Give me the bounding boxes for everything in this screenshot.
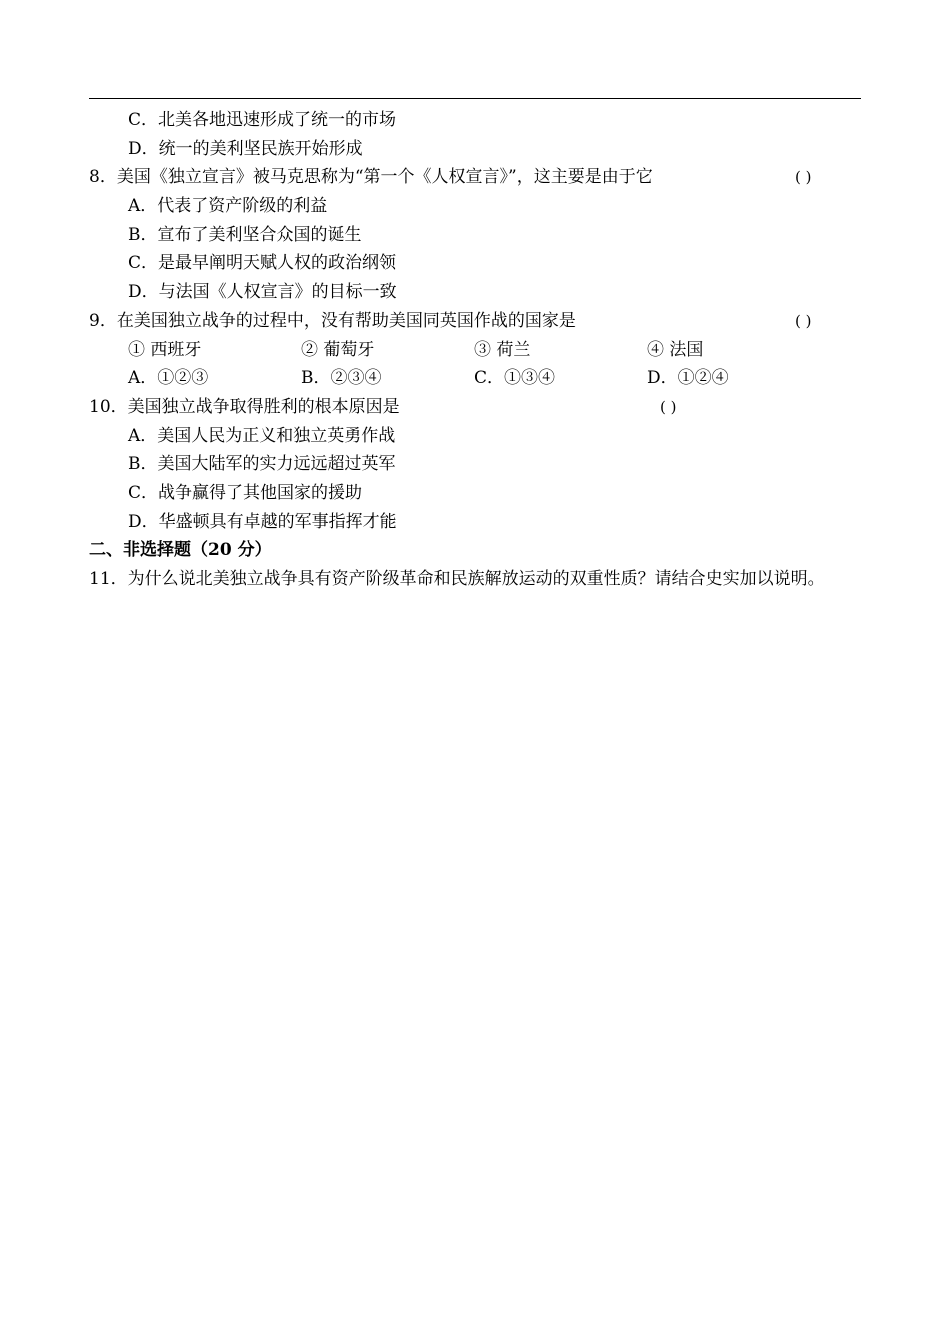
q8-option-c: C．是最早阐明天赋人权的政治纲领	[128, 253, 397, 274]
q9-item-1: ① 西班牙	[128, 339, 202, 360]
q9-option-c: C．①③④	[474, 368, 556, 389]
q8-option-a: A．代表了资产阶级的利益	[128, 196, 328, 217]
q10-option-d: D．华盛顿具有卓越的军事指挥才能	[128, 511, 397, 532]
q10-option-c: C．战争赢得了其他国家的援助	[128, 482, 363, 503]
q10-stem: 10．美国独立战争取得胜利的根本原因是	[89, 396, 400, 417]
q9-item-2: ② 葡萄牙	[301, 339, 375, 360]
q8-answer-blank: ( )	[795, 168, 812, 187]
q8-stem-line	[89, 163, 861, 192]
q9-option-d: D．①②④	[647, 368, 729, 389]
q9-stem: 9．在美国独立战争的过程中，没有帮助美国同英国作战的国家是	[89, 310, 576, 331]
q10-option-a: A．美国人民为正义和独立英勇作战	[128, 425, 396, 446]
section-2-heading: 二、非选择题（20 分）	[89, 540, 272, 561]
q9-item-4: ④ 法国	[647, 339, 704, 360]
q8-option-d: D．与法国《人权宣言》的目标一致	[128, 282, 397, 303]
q9-options-row	[89, 364, 861, 393]
document-body	[89, 106, 861, 594]
q9-item-3: ③ 荷兰	[474, 339, 531, 360]
q9-option-a: A．①②③	[128, 368, 209, 389]
q9-stem-line	[89, 307, 861, 336]
q7-option-c: C．北美各地迅速形成了统一的市场	[128, 110, 397, 130]
q9-option-b: B．②③④	[301, 368, 382, 389]
q9-answer-blank: ( )	[795, 311, 812, 330]
q8-option-b: B．宣布了美利坚合众国的诞生	[128, 224, 362, 245]
header-rule	[89, 98, 861, 99]
q11-stem: 11．为什么说北美独立战争具有资产阶级革命和民族解放运动的双重性质？请结合史实加以说明。	[89, 569, 825, 589]
q7-option-d: D．统一的美利坚民族开始形成	[128, 138, 363, 159]
q8-stem: 8．美国《独立宣言》被马克思称为“第一个《人权宣言》”，这主要是由于它	[89, 167, 653, 188]
q10-option-b: B．美国大陆军的实力远远超过英军	[128, 454, 396, 475]
q9-items-row	[89, 336, 861, 365]
q10-answer-blank: ( )	[660, 397, 677, 416]
q10-stem-line	[89, 393, 861, 422]
